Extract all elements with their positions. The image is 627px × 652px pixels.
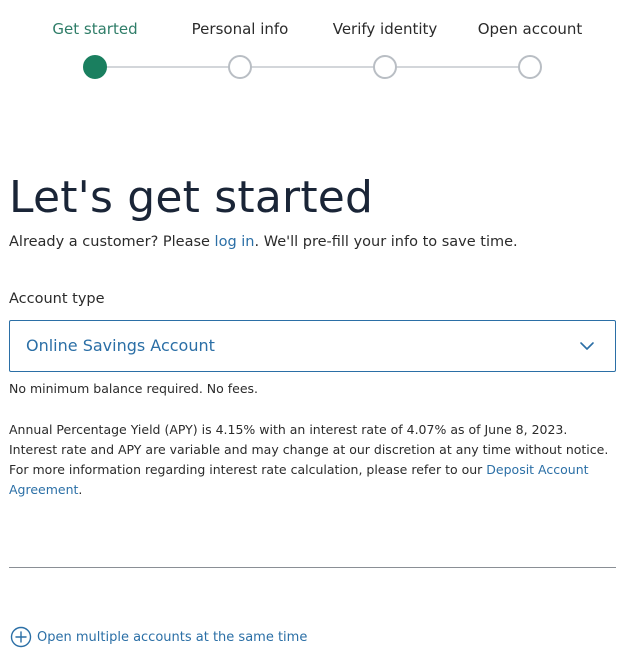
- step-dot-personal-info: [228, 55, 252, 79]
- progress-stepper: [0, 0, 627, 90]
- login-link[interactable]: log in: [214, 234, 255, 250]
- add-multiple-accounts-label: Open multiple accounts at the same time: [37, 629, 308, 645]
- stepper-connector: [95, 66, 530, 68]
- login-prompt-prefix: Already a customer? Please: [9, 234, 215, 250]
- deposit-agreement-link[interactable]: Deposit Account Agreement: [9, 462, 589, 497]
- step-label-verify-identity: Verify identity: [332, 20, 438, 38]
- step-dot-open-account: [518, 55, 542, 79]
- step-dot-verify-identity: [373, 55, 397, 79]
- account-type-selected-value: Online Savings Account: [26, 336, 215, 355]
- login-prompt-suffix: . We'll pre-fill your info to save time.: [254, 234, 518, 250]
- step-label-open-account: Open account: [477, 20, 583, 38]
- add-multiple-accounts-button[interactable]: [10, 626, 307, 648]
- account-type-helper: No minimum balance required. No fees.: [9, 381, 259, 396]
- step-dot-get-started: [83, 55, 107, 79]
- plus-circle-icon: [10, 626, 32, 648]
- chevron-down-icon: [579, 338, 595, 354]
- section-divider: [9, 567, 616, 568]
- apy-disclosure-suffix: .: [78, 482, 83, 497]
- page-title: Let's get started: [9, 172, 374, 223]
- apy-disclosure: [9, 420, 615, 500]
- step-label-personal-info: Personal info: [191, 20, 289, 38]
- step-label-get-started: Get started: [52, 20, 138, 38]
- login-prompt: [9, 234, 518, 250]
- account-type-label: Account type: [9, 291, 105, 307]
- apy-disclosure-text: Annual Percentage Yield (APY) is 4.15% with an interest rate of 4.07% as of June 8, 2023. Interest rate and APY are variable and may change at our discretion at any time without notice. For more information regarding interest rate calculation, please refer to our: [9, 422, 609, 477]
- account-type-select[interactable]: [9, 320, 616, 372]
